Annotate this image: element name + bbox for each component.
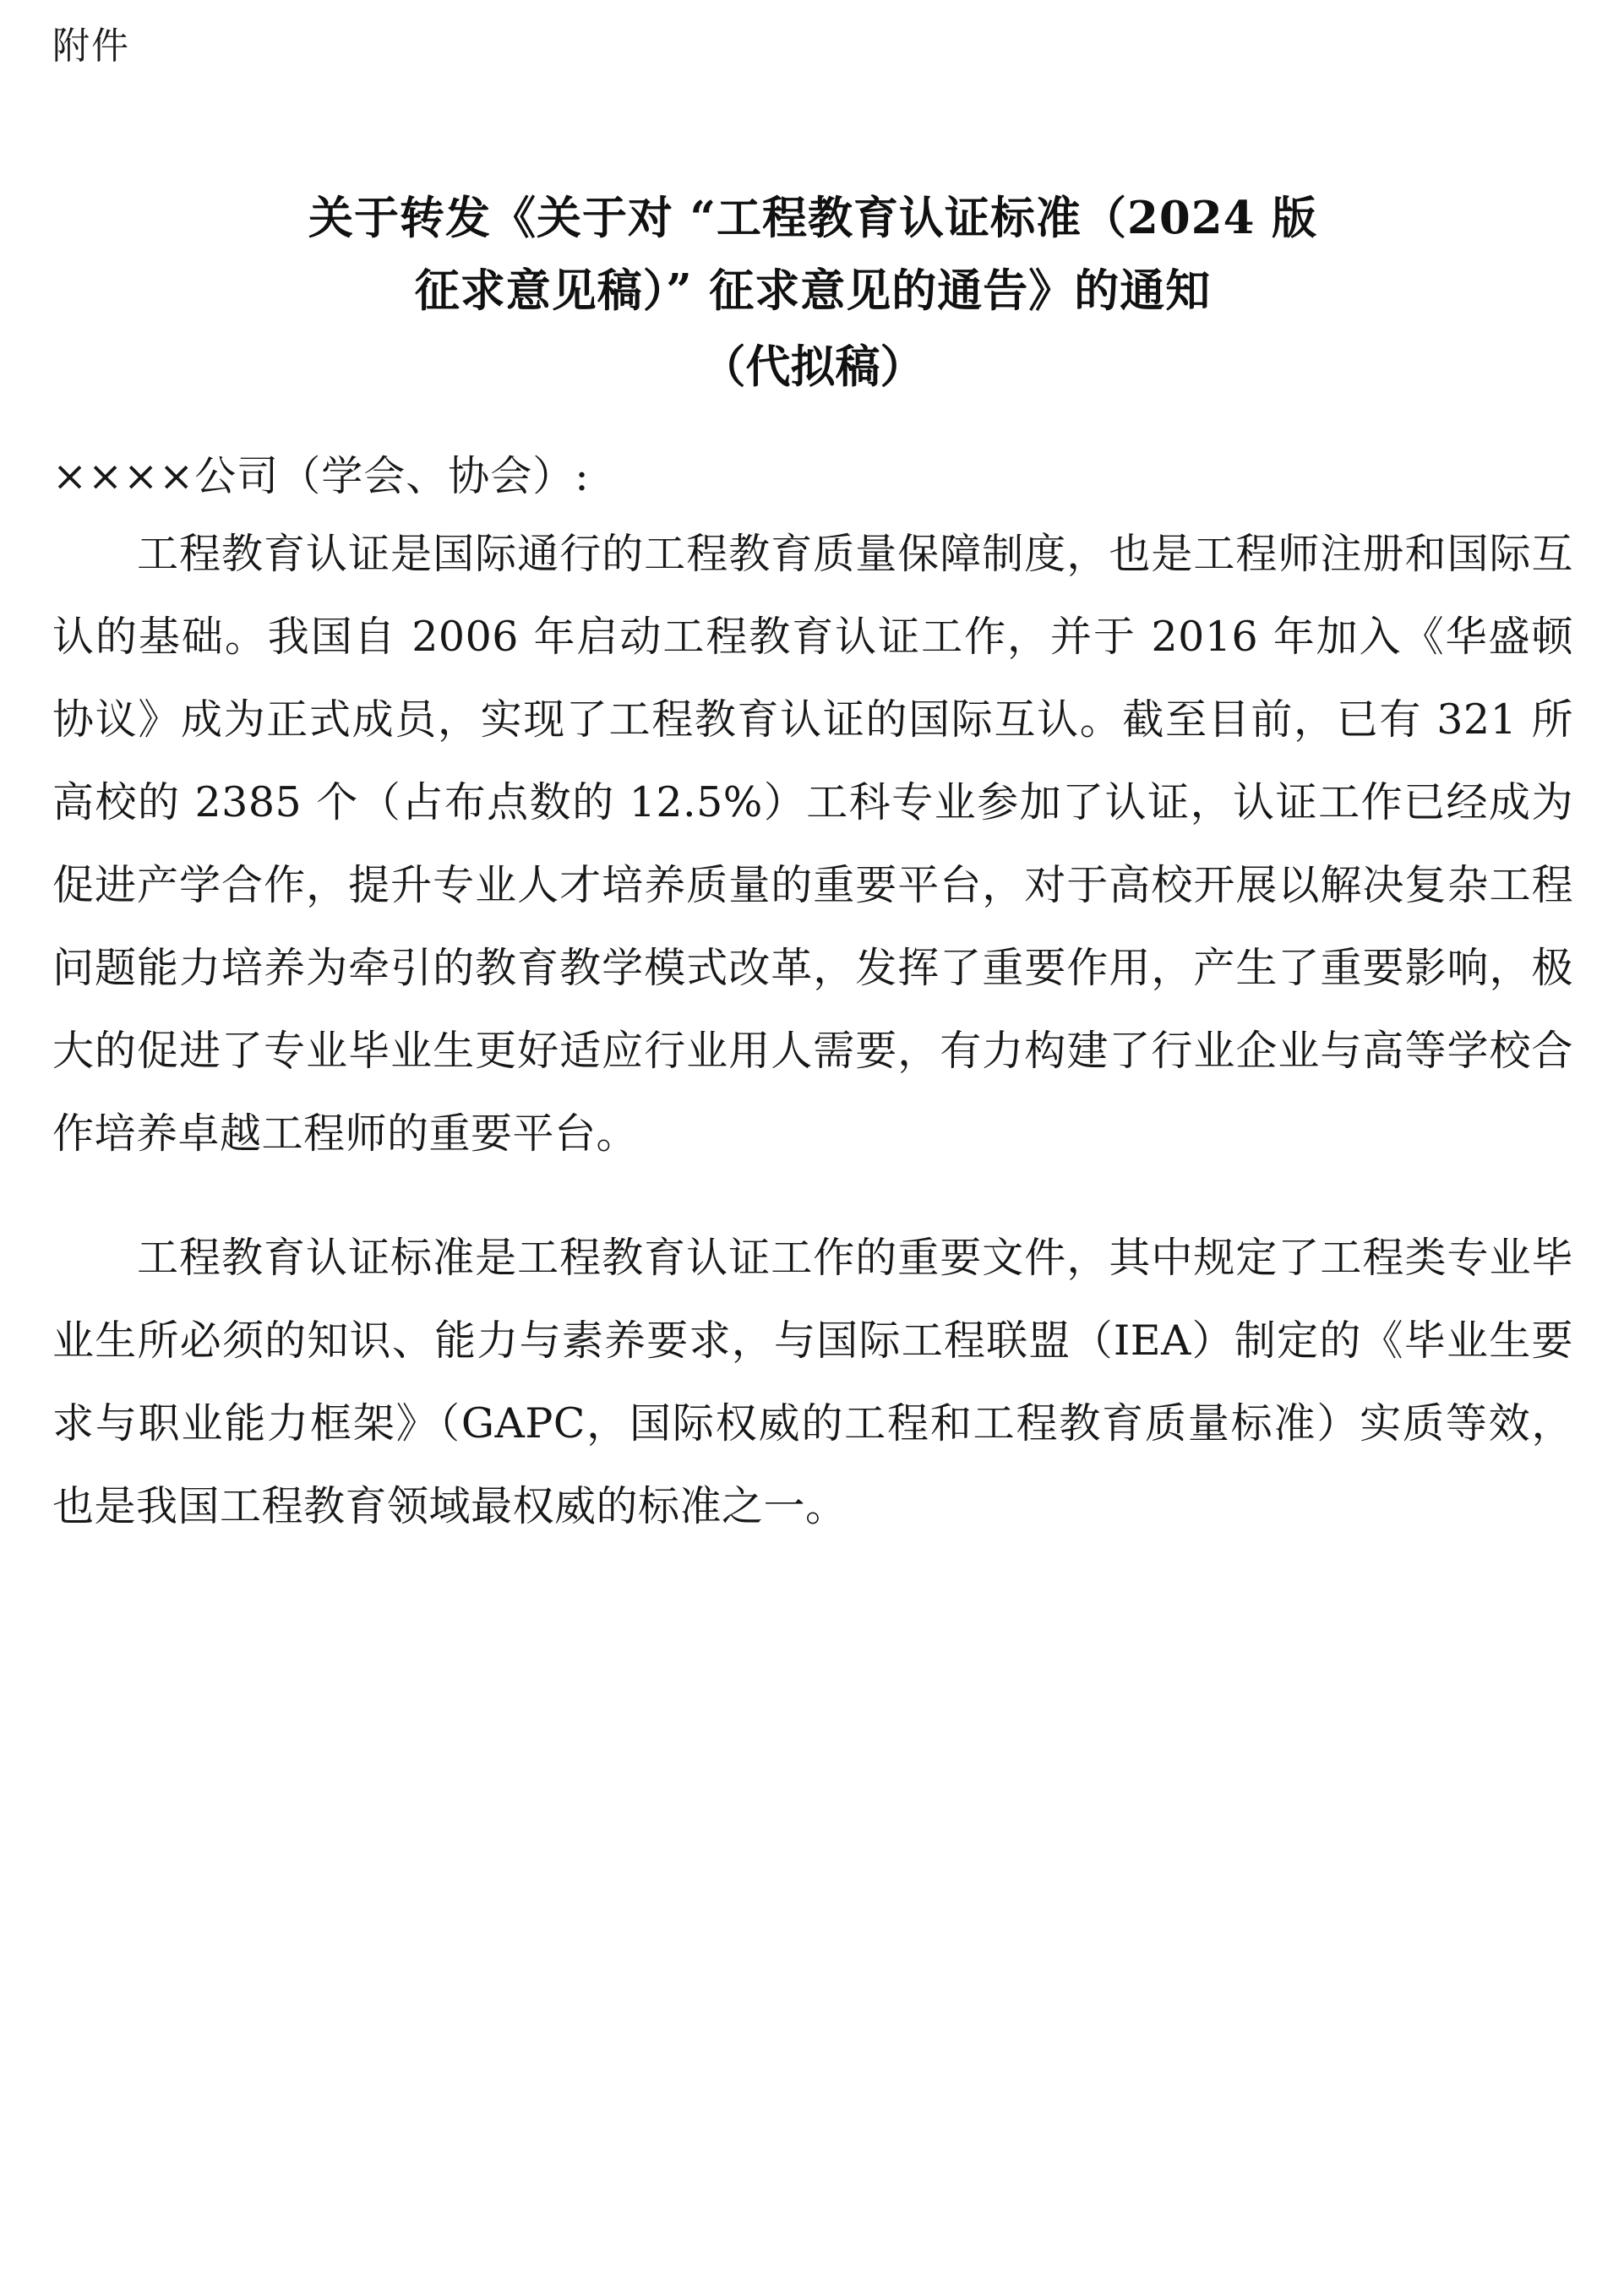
salutation: ××××公司（学会、协会）: [52,452,590,500]
page-title-line-2: 征求意见稿）” 征求意见的通告》的通知 [414,264,1212,317]
document-body [52,182,1573,1589]
page-title-line-1: 关于转发《关于对 “工程教育认证标准（2024 版 [308,192,1317,244]
page-title [137,182,1489,327]
page-subtitle: （代拟稿） [700,341,925,393]
attachment-label: 附件 [52,25,130,68]
body-paragraph: 工程教育认证是国际通行的工程教育质量保障制度，也是工程师注册和国际互认的基础。我国自 2006 年启动工程教育认证工作，并于 2016 年加入《华盛顿协议》成为正式成员，实现了工程教育认证的国际互认。截至目前，已有 321 所高校的 2385 个（占布点数的 12.5%）工科专业参加了认证，认证工作已经成为促进产学合作，提升专业人才培养质量的重要平台，对于高校开展以解决复杂工程问题能力培养为牵引的教育教学模式改革，发挥了重要作用，产生了重要影响，极大的促进了专业毕业生更好适应行业用人需要，有力构建了行业企业与高等学校合作培养卓越工程师的重要平台。 [52,530,1573,1158]
body-paragraph: 工程教育认证标准是工程教育认证工作的重要文件，其中规定了工程类专业毕业生所必须的知识、能力与素养要求，与国际工程联盟（IEA）制定的《毕业生要求与职业能力框架》（GAPC，国际权威的工程和工程教育质量标准）实质等效，也是我国工程教育领域最权威的标准之一。 [52,1234,1573,1530]
